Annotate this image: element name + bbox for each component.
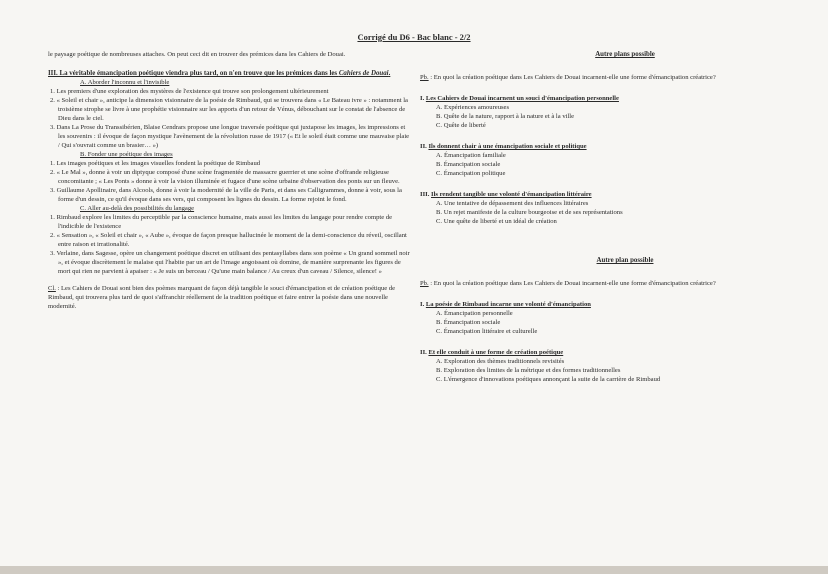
pb-text: : En quoi la création poétique dans Les Cahiers de Douai incarnent-elle une forme d'émancipation créatrice?	[428, 280, 716, 287]
plan-1-part	[420, 190, 760, 226]
plan-1-part	[420, 94, 760, 130]
left-column	[48, 50, 412, 311]
list-item: C. Quête de liberté	[436, 122, 486, 129]
section-iii-title-work: Cahiers de Douai	[338, 70, 389, 77]
list-item: 3. Guillaume Apollinaire, dans Alcools, donne à voir la modernité de la ville de Paris, et dans ses Calligrammes, donne à voir, sous la forme d'un dessin, ce qu'il évoque dans ses vers, qui composent les lignes du dessin. La forme rejoint le fond.	[50, 187, 402, 203]
part-number: II.	[420, 349, 427, 356]
list-item: A. Émancipation familiale	[436, 152, 506, 159]
list-item: B. Un rejet manifeste de la culture bourgeoise et de ses représentations	[436, 209, 623, 216]
part-title	[420, 300, 760, 309]
part-number: I.	[420, 301, 425, 308]
plan-2-part	[420, 348, 760, 384]
subsection-c-title: C. Aller au-delà des possibilités du langage	[80, 205, 195, 212]
conclusion-text: : Les Cahiers de Douai sont bien des poèmes marquant de façon déjà tangible le souci d'émancipation et de création poétique de Rimbaud, qui trouvera plus tard de quoi s'affranchir réellement de la tradition poétique et faire entrer la poésie dans une nouvelle modernité.	[48, 285, 396, 310]
list-item: B. Émancipation sociale	[436, 161, 501, 168]
list-item: C. Émancipation littéraire et culturelle	[436, 328, 538, 335]
plan-1-title: Autre plans possible	[595, 51, 655, 58]
part-number: I.	[420, 95, 425, 102]
part-title-text: La poésie de Rimbaud incarne une volonté d'émancipation	[425, 301, 591, 308]
plan-2-part	[420, 300, 760, 336]
plan-2-title: Autre plan possible	[596, 257, 654, 264]
part-title	[420, 142, 760, 151]
list-item: A. Expériences amoureuses	[436, 104, 510, 111]
right-column	[420, 50, 760, 384]
part-number: III.	[420, 191, 430, 198]
list-item: 1. Les images poétiques et les images visuelles fondent la poétique de Rimbaud	[50, 160, 261, 167]
part-title-text: Ils donnent chair à une émancipation sociale et politique	[428, 143, 587, 150]
section-iii-title-text: III. La véritable émancipation poétique viendra plus tard, on n'en trouve que les prémices dans les	[48, 70, 339, 77]
list-item: B. Exploration des limites de la métrique et des formes traditionnelles	[436, 367, 621, 374]
part-number: II.	[420, 143, 427, 150]
pb-label: Pb.	[420, 280, 429, 287]
problematic-1	[420, 73, 760, 82]
list-item: A. Une tentative de dépassement des influences littéraires	[436, 200, 589, 207]
list-item: 3. Dans La Prose du Transsibérien, Blaise Cendrars propose une longue traversée poétique qui juxtapose les images, les impressions et les souvenirs : il évoque de façon mystique l'avènement de la révolution russe de 1917 (« Et le soleil était comme une mauvaise plaie / Qui s'ouvrait comme un brasier… »)	[50, 124, 410, 149]
list-item: B. Émancipation sociale	[436, 319, 501, 326]
page-title: Corrigé du D6 - Bac blanc - 2/2	[357, 32, 471, 42]
plan-1-part	[420, 142, 760, 178]
list-item: 1. Les premiers d'une exploration des mystères de l'existence qui trouve son prolongement ultérieurement	[50, 88, 329, 95]
section-iii-title	[48, 69, 412, 78]
list-item: C. L'émergence d'innovations poétiques annonçant la suite de la carrière de Rimbaud	[436, 376, 661, 383]
part-title-text: Ils rendent tangible une volonté d'émancipation littéraire	[431, 191, 592, 198]
conclusion-paragraph	[48, 284, 412, 311]
list-item: 1. Rimbaud explore les limites du perceptible par la conscience humaine, mais aussi les limites du langage pour rendre compte de l'indicible de l'existence	[50, 214, 393, 230]
part-title	[420, 348, 760, 357]
list-item: A. Exploration des thèmes traditionnels revisités	[436, 358, 565, 365]
list-item: 2. « Soleil et chair », anticipe la dimension visionnaire de la poésie de Rimbaud, qui se trouvera dans « Le Bateau ivre » : notamment la troisième strophe se livre à une prophétie visionnaire sur les apports d'un retour de Vénus, débouchant sur le constat de l'absence de Dieu dans le ciel.	[50, 97, 408, 122]
part-title	[420, 94, 760, 103]
problematic-2	[420, 279, 760, 288]
intro-paragraph: le paysage poétique de nombreuses attaches. On peut ceci dit en trouver des prémices dans les Cahiers de Douai.	[48, 51, 346, 58]
subsection-a-title: A. Aborder l'inconnu et l'invisible	[80, 79, 170, 86]
list-item: 3. Verlaine, dans Sagesse, opère un changement poétique discret en utilisant des pentasyllabes dans son poème « Un grand sommeil noir », et évoque discrètement le malaise qui l'habite par un art de l'image angoissant où domine, de manière surprenante les figures de mort qui rien ne parvient à apaiser : « Je suis un berceau / Qu'une main balance / Au creux d'un caveau / Silence, silence! »	[50, 250, 410, 275]
part-title	[420, 190, 760, 199]
list-item: A. Émancipation personnelle	[436, 310, 513, 317]
pb-text: : En quoi la création poétique dans Les Cahiers de Douai incarnent-elle une forme d'émancipation créatrice?	[428, 74, 716, 81]
list-item: 2. « Le Mal », donne à voir un diptyque composé d'une scène fragmentée de massacre guerrier et une scène d'offrande religieuse concomitante ; « Les Ponts » donne à voir la vision illuminée et fugace d'une scène urbaine d'observation des ponts sur un fleuve.	[50, 169, 400, 185]
list-item: 2. « Sensation », « Soleil et chair », « Aube », évoque de façon presque hallucinée le moment de la demi-conscience du réveil, oscillant entre raison et irrationalité.	[50, 232, 407, 248]
subsection-b-title: B. Fonder une poétique des images	[80, 151, 173, 158]
part-title-text: Et elle conduit à une forme de création poétique	[428, 349, 564, 356]
conclusion-label: Cl.	[48, 285, 56, 292]
pb-label: Pb.	[420, 74, 429, 81]
list-item: C. Émancipation politique	[436, 170, 506, 177]
part-title-text: Les Cahiers de Douai incarnent un souci d'émancipation personnelle	[425, 95, 619, 102]
section-iii-title-end: .	[388, 70, 391, 77]
list-item: C. Une quête de liberté et un idéal de création	[436, 218, 557, 225]
list-item: B. Quête de la nature, rapport à la nature et à la ville	[436, 113, 575, 120]
page-edge	[0, 566, 828, 574]
